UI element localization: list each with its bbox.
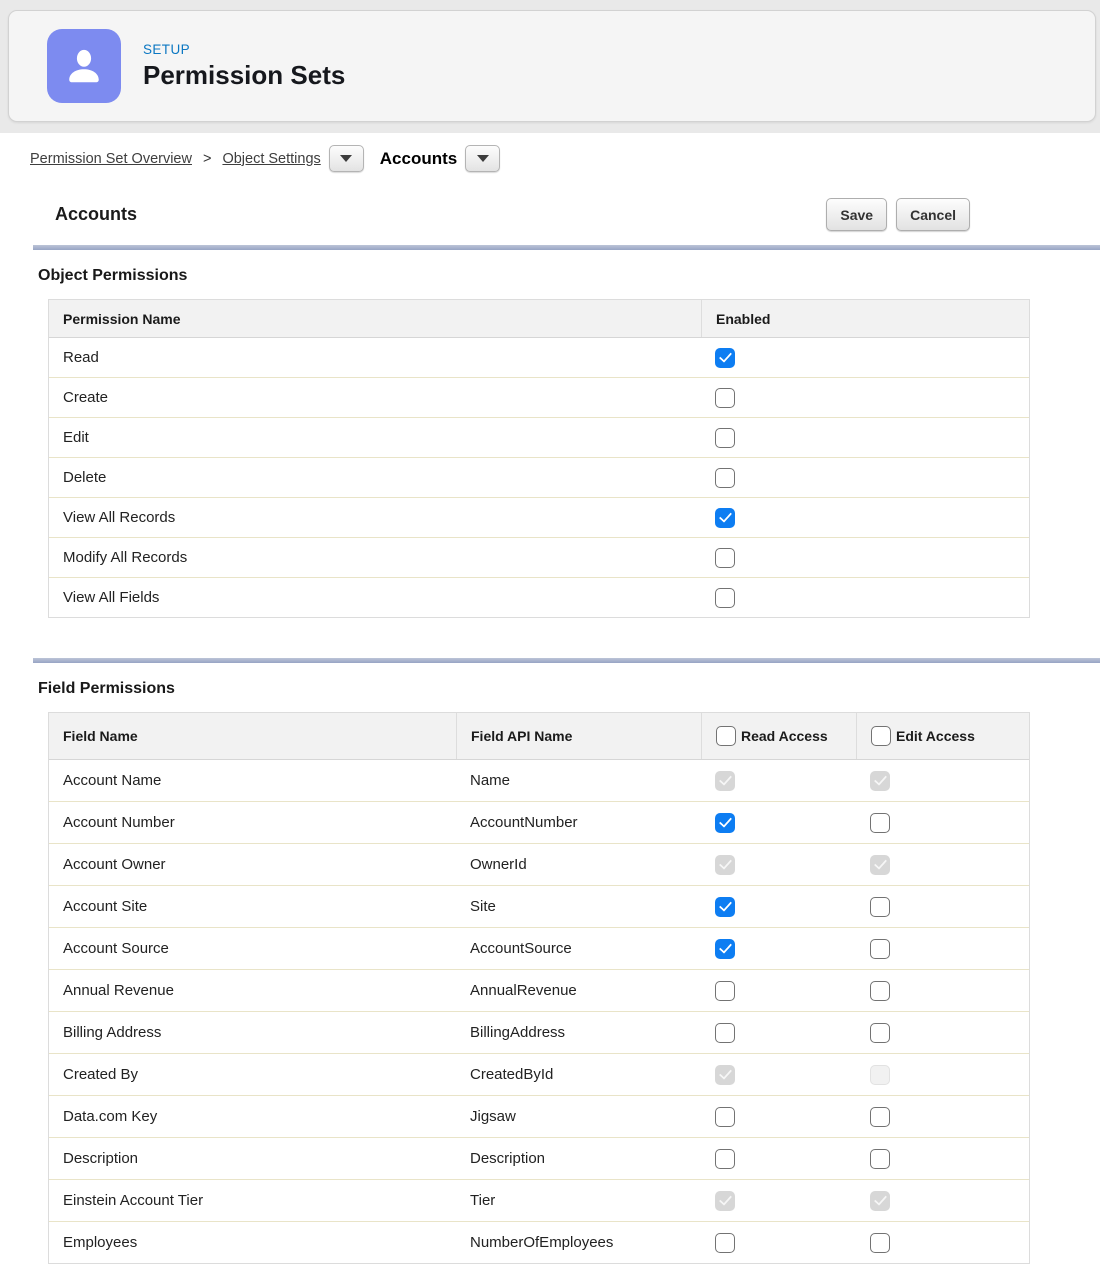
field-name: Created By (63, 1066, 139, 1083)
field-name: Data.com Key (63, 1108, 158, 1125)
object-permission-row (49, 417, 1029, 457)
edit-access-checkbox (870, 1191, 890, 1211)
edit-access-checkbox[interactable] (870, 1023, 890, 1043)
read-access-cell (701, 1180, 856, 1221)
breadcrumb-separator: > (202, 150, 212, 167)
field-permission-row (49, 969, 1029, 1011)
page-title: Permission Sets (143, 59, 346, 90)
read-access-cell (701, 1138, 856, 1179)
object-permissions-heading: Object Permissions (38, 267, 188, 284)
read-access-cell (701, 928, 856, 969)
field-api-name: BillingAddress (470, 1024, 566, 1041)
edit-access-cell (856, 844, 1029, 885)
field-api-name: AccountSource (470, 940, 572, 957)
read-access-cell (701, 1096, 856, 1137)
edit-access-cell (856, 1012, 1029, 1053)
edit-access-cell (856, 802, 1029, 843)
field-api-name: CreatedById (470, 1066, 554, 1083)
field-name: Billing Address (63, 1024, 162, 1041)
object-permission-row (49, 537, 1029, 577)
edit-access-checkbox[interactable] (870, 981, 890, 1001)
column-header-enabled: Enabled (701, 300, 1029, 337)
section-divider (33, 658, 1100, 663)
field-permission-row (49, 885, 1029, 927)
object-permissions-tbody (49, 338, 1029, 617)
field-permission-row (49, 801, 1029, 843)
read-access-checkbox (715, 1065, 735, 1085)
field-permissions-heading: Field Permissions (38, 680, 175, 697)
edit-access-cell (856, 886, 1029, 927)
edit-access-cell (856, 760, 1029, 801)
field-api-name: AnnualRevenue (470, 982, 577, 999)
enabled-checkbox[interactable] (715, 388, 735, 408)
field-api-name: NumberOfEmployees (470, 1234, 614, 1251)
edit-access-checkbox[interactable] (870, 939, 890, 959)
permission-sets-icon (47, 29, 121, 103)
read-access-cell (701, 1012, 856, 1053)
read-access-checkbox (715, 771, 735, 791)
enabled-cell (701, 338, 1029, 377)
column-header-field-api-name: Field API Name (456, 713, 701, 759)
edit-access-checkbox[interactable] (870, 897, 890, 917)
edit-access-checkbox (870, 771, 890, 791)
enabled-checkbox[interactable] (715, 548, 735, 568)
action-buttons (826, 198, 970, 231)
field-permission-row (49, 927, 1029, 969)
edit-access-checkbox[interactable] (870, 1149, 890, 1169)
field-api-name: OwnerId (470, 856, 527, 873)
column-header-permission-name: Permission Name (63, 310, 181, 327)
enabled-cell (701, 458, 1029, 497)
object-permission-row (49, 457, 1029, 497)
accounts-heading: Accounts (55, 204, 138, 224)
cancel-button[interactable]: Cancel (896, 198, 970, 231)
field-name: Description (63, 1150, 139, 1167)
read-access-cell (701, 760, 856, 801)
field-permission-row (49, 760, 1029, 801)
field-permission-row (49, 1179, 1029, 1221)
chevron-down-icon (340, 155, 352, 162)
breadcrumb-link-overview[interactable]: Permission Set Overview (30, 150, 192, 167)
read-access-cell (701, 844, 856, 885)
field-name: Account Owner (63, 856, 166, 873)
object-permission-row (49, 377, 1029, 417)
permission-name: Modify All Records (63, 549, 188, 566)
enabled-checkbox[interactable] (715, 508, 735, 528)
field-api-name: Description (470, 1150, 546, 1167)
read-access-cell (701, 970, 856, 1011)
section-divider (33, 245, 1100, 250)
enabled-checkbox[interactable] (715, 588, 735, 608)
edit-access-checkbox[interactable] (870, 813, 890, 833)
read-access-checkbox (715, 1191, 735, 1211)
enabled-cell (701, 498, 1029, 537)
column-header-read-access (701, 713, 856, 759)
breadcrumb-current-object: Accounts (379, 148, 458, 168)
edit-access-cell (856, 1054, 1029, 1095)
object-permissions-table (48, 299, 1030, 618)
field-name: Annual Revenue (63, 982, 174, 999)
edit-access-checkbox (870, 1065, 890, 1085)
read-access-cell (701, 886, 856, 927)
field-name: Account Site (63, 898, 148, 915)
read-access-checkbox[interactable] (715, 1233, 735, 1253)
field-api-name: Site (470, 898, 496, 915)
field-name: Account Source (63, 940, 169, 957)
edit-access-cell (856, 928, 1029, 969)
chevron-down-icon (477, 155, 489, 162)
enabled-cell (701, 378, 1029, 417)
read-access-select-all-checkbox[interactable] (716, 726, 736, 746)
permission-name: Delete (63, 469, 107, 486)
read-access-label: Read Access (741, 728, 828, 744)
field-permission-row (49, 1095, 1029, 1137)
read-access-cell (701, 1054, 856, 1095)
edit-access-cell (856, 1096, 1029, 1137)
setup-header-band (0, 0, 1100, 133)
field-permission-row (49, 843, 1029, 885)
field-name: Account Name (63, 772, 162, 789)
field-permission-row (49, 1221, 1029, 1263)
object-permission-row (49, 338, 1029, 377)
field-api-name: Name (470, 772, 511, 789)
read-access-checkbox[interactable] (715, 981, 735, 1001)
permission-name: View All Records (63, 509, 176, 526)
edit-access-checkbox (870, 855, 890, 875)
edit-access-checkbox[interactable] (870, 1233, 890, 1253)
read-access-checkbox[interactable] (715, 1149, 735, 1169)
read-access-checkbox[interactable] (715, 897, 735, 917)
setup-header-card (8, 10, 1096, 122)
edit-access-label: Edit Access (896, 728, 975, 744)
field-api-name: Jigsaw (470, 1108, 516, 1125)
enabled-cell (701, 418, 1029, 457)
edit-access-cell (856, 1180, 1029, 1221)
enabled-checkbox[interactable] (715, 348, 735, 368)
field-name: Account Number (63, 814, 175, 831)
field-permission-row (49, 1053, 1029, 1095)
permission-name: Create (63, 389, 109, 406)
field-permissions-table (48, 712, 1030, 1264)
object-permission-row (49, 577, 1029, 617)
read-access-checkbox[interactable] (715, 939, 735, 959)
edit-access-cell (856, 1222, 1029, 1263)
field-permission-row (49, 1011, 1029, 1053)
breadcrumb-link-object-settings[interactable]: Object Settings (222, 150, 321, 167)
column-header-edit-access (856, 713, 1029, 759)
read-access-checkbox[interactable] (715, 1023, 735, 1043)
enabled-checkbox[interactable] (715, 468, 735, 488)
accounts-dropdown-button[interactable] (465, 145, 500, 172)
enabled-checkbox[interactable] (715, 428, 735, 448)
field-api-name: Tier (470, 1192, 496, 1209)
permission-name: Edit (63, 429, 89, 446)
edit-access-cell (856, 970, 1029, 1011)
setup-eyebrow: SETUP (143, 41, 191, 57)
read-access-checkbox[interactable] (715, 1107, 735, 1127)
field-permission-row (49, 1137, 1029, 1179)
object-settings-dropdown-button[interactable] (329, 145, 364, 172)
edit-access-select-all-checkbox[interactable] (871, 726, 891, 746)
read-access-checkbox (715, 855, 735, 875)
field-permissions-tbody (49, 760, 1029, 1263)
permission-name: Read (63, 349, 99, 366)
enabled-cell (701, 578, 1029, 617)
object-permissions-header (49, 300, 1029, 338)
accounts-header-row (55, 198, 970, 231)
column-header-field-name: Field Name (63, 728, 138, 744)
permission-name: View All Fields (63, 589, 160, 606)
read-access-checkbox[interactable] (715, 813, 735, 833)
read-access-cell (701, 1222, 856, 1263)
enabled-cell (701, 538, 1029, 577)
field-permissions-header (49, 713, 1029, 760)
save-button[interactable]: Save (826, 198, 887, 231)
field-api-name: AccountNumber (470, 814, 578, 831)
user-icon (61, 43, 107, 89)
setup-header-text (143, 42, 345, 91)
edit-access-checkbox[interactable] (870, 1107, 890, 1127)
field-name: Einstein Account Tier (63, 1192, 204, 1209)
field-name: Employees (63, 1234, 138, 1251)
read-access-cell (701, 802, 856, 843)
edit-access-cell (856, 1138, 1029, 1179)
object-permission-row (49, 497, 1029, 537)
breadcrumb (30, 145, 1100, 172)
